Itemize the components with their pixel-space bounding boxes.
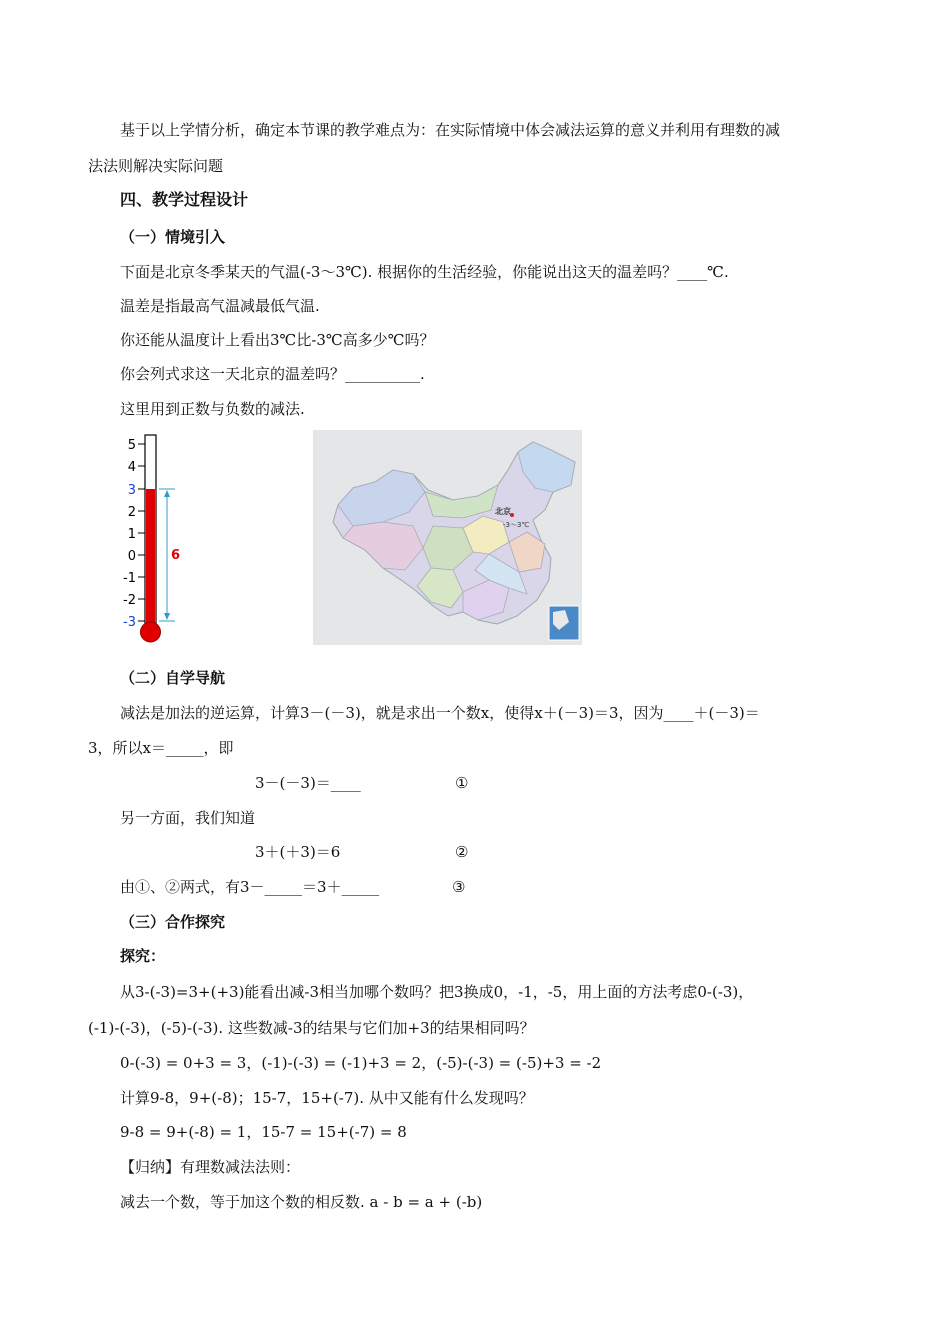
part2-p3: 另一方面，我们知道 — [120, 809, 256, 827]
thermometer-mercury — [146, 489, 155, 629]
part3-p3: 0-(-3) = 0+3 = 3，(-1)-(-3) = (-1)+3 = 2，(-5)-(-3) = (-5)+3 = -2 — [120, 1054, 602, 1072]
tick-label: 1 — [127, 527, 136, 542]
summary-tag: 【归纳】 — [120, 1158, 181, 1176]
equation-2: 3＋(＋3)＝6 — [255, 843, 341, 861]
part2-title: （二）自学导航 — [120, 669, 226, 687]
part2-p1: 减法是加法的逆运算，计算3－(－3)，就是求出一个数x，使得x＋(－3)＝3，因为____＋(－3)＝ — [120, 704, 760, 722]
thermometer-bulb — [141, 622, 161, 642]
tick-label: 5 — [127, 438, 136, 453]
part1-p1: 下面是北京冬季某天的气温(-3～3℃). 根据你的生活经验，你能说出这天的温差吗？____℃. — [120, 263, 729, 281]
part2-p4: 由①、②两式，有3－_____＝3＋_____ — [120, 878, 380, 896]
part1-title: （一）情境引入 — [120, 228, 226, 246]
tick-label: 0 — [127, 549, 136, 564]
part3-p5: 9-8 = 9+(-8) = 1，15-7 = 15+(-7) = 8 — [120, 1123, 407, 1141]
summary-text: 有理数减法法则： — [180, 1158, 301, 1176]
part3-p2: (-1)-(-3)，(-5)-(-3). 这些数减-3的结果与它们加+3的结果相同吗？ — [88, 1019, 535, 1037]
tick-label-low: -3 — [123, 615, 136, 630]
part3-p1: 从3-(-3)=3+(+3)能看出减-3相当加哪个数吗？把3换成0，-1，-5，用上面的方法考虑0-(-3)， — [120, 983, 754, 1001]
map-temp-label: -3～3℃ — [503, 521, 530, 529]
tick-label: -1 — [123, 571, 136, 586]
intro-line-2: 法法则解决实际问题 — [88, 157, 224, 175]
equation-2-mark: ② — [455, 843, 469, 861]
tick-label: 4 — [127, 460, 136, 475]
china-map — [313, 430, 582, 645]
part2-p2: 3，所以x＝_____，即 — [88, 739, 234, 757]
intro-line-1: 基于以上学情分析，确定本节课的教学难点为：在实际情境中体会减法运算的意义并利用有理数的减 — [120, 121, 781, 139]
part1-p4: 你会列式求这一天北京的温差吗？__________. — [120, 365, 425, 383]
explore-label: 探究： — [120, 947, 166, 965]
tick-label: 2 — [127, 505, 136, 520]
part3-p4: 计算9-8，9+(-8)；15-7，15+(-7). 从中又能有什么发现吗？ — [120, 1089, 534, 1107]
part1-p5: 这里用到正数与负数的减法. — [120, 400, 305, 418]
thermometer-figure — [115, 432, 195, 647]
part1-p2: 温差是指最高气温减最低气温. — [120, 297, 320, 315]
summary-line — [120, 1157, 300, 1177]
equation-1: 3－(－3)＝____ — [255, 774, 361, 792]
subtraction-rule: 减去一个数，等于加这个数的相反数. a - b = a + (-b) — [120, 1193, 483, 1211]
equation-1-mark: ① — [455, 774, 469, 792]
equation-3-mark: ③ — [452, 878, 466, 896]
range-label: 6 — [171, 548, 181, 563]
tick-label: -2 — [123, 593, 136, 608]
part3-title: （三）合作探究 — [120, 913, 226, 931]
part1-p3: 你还能从温度计上看出3℃比-3℃高多少℃吗？ — [120, 331, 435, 349]
section4-title: 四、教学过程设计 — [120, 190, 249, 209]
tick-label-high: 3 — [127, 483, 136, 498]
map-city-label: 北京 — [495, 507, 511, 516]
